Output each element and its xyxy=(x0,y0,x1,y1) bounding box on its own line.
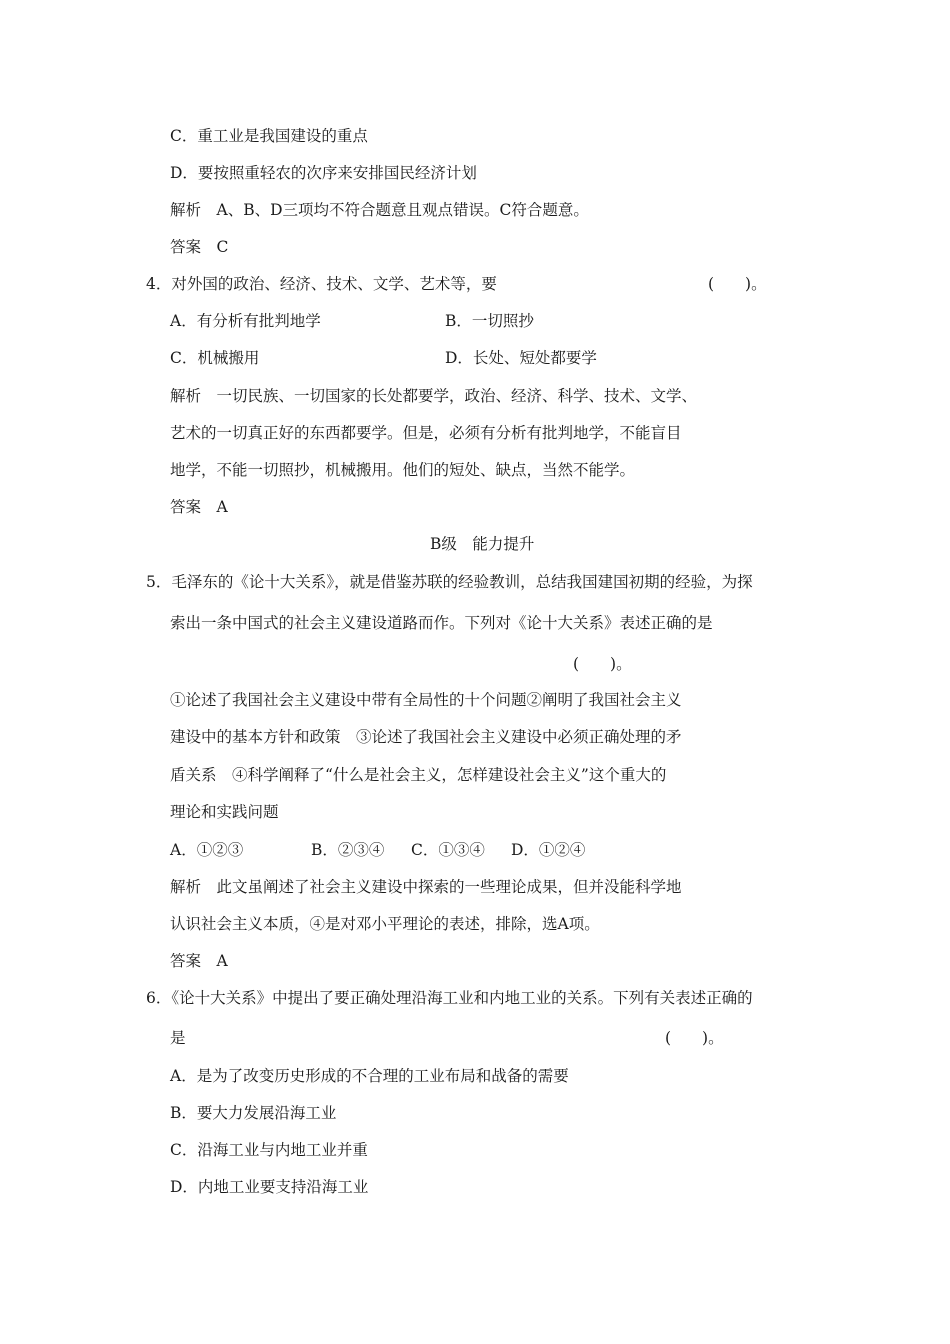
q4-answer-paren: ( )。 xyxy=(708,275,767,293)
q6-option-a: A．是为了改变历史形成的不合理的工业布局和战备的需要 xyxy=(170,1067,569,1085)
q3-analysis: 解析 A、B、D三项均不符合题意且观点错误。C符合题意。 xyxy=(170,201,589,219)
q5-option-d: D．①②④ xyxy=(511,841,586,859)
q4-option-c: C．机械搬用 xyxy=(170,349,260,367)
q5-item-line-1: ①论述了我国社会主义建设中带有全局性的十个问题②阐明了我国社会主义 xyxy=(170,691,682,709)
q5-answer: 答案 A xyxy=(170,952,228,970)
q5-option-a: A．①②③ xyxy=(170,841,244,859)
q4-option-b: B．一切照抄 xyxy=(445,312,534,330)
q5-option-c: C．①③④ xyxy=(411,841,485,859)
q5-item-line-3: 盾关系 ④科学阐释了“什么是社会主义，怎样建设社会主义”这个重大的 xyxy=(170,766,667,784)
q5-option-b: B．②③④ xyxy=(311,841,385,859)
q3-option-d: D．要按照重轻农的次序来安排国民经济计划 xyxy=(170,164,477,182)
q5-stem-line-1: 5．毛泽东的《论十大关系》，就是借鉴苏联的经验教训，总结我国建国初期的经验，为探 xyxy=(146,573,753,591)
q5-item-line-4: 理论和实践问题 xyxy=(170,803,279,821)
q4-stem: 4．对外国的政治、经济、技术、文学、艺术等，要 xyxy=(146,275,497,293)
q4-analysis-line-2: 艺术的一切真正好的东西都要学。但是，必须有分析有批判地学，不能盲目 xyxy=(170,424,682,442)
q5-analysis-line-1: 解析 此文虽阐述了社会主义建设中探索的一些理论成果，但并没能科学地 xyxy=(170,878,682,896)
section-b-title: B级 能力提升 xyxy=(430,535,535,553)
q5-analysis-line-2: 认识社会主义本质，④是对邓小平理论的表述，排除，选A项。 xyxy=(170,915,600,933)
q3-option-c: C．重工业是我国建设的重点 xyxy=(170,127,368,145)
q4-analysis-line-1: 解析 一切民族、一切国家的长处都要学，政治、经济、科学、技术、文学、 xyxy=(170,387,698,405)
q4-option-d: D．长处、短处都要学 xyxy=(445,349,597,367)
q5-item-line-2: 建设中的基本方针和政策 ③论述了我国社会主义建设中必须正确处理的矛 xyxy=(170,728,682,746)
q4-option-a: A．有分析有批判地学 xyxy=(170,312,321,330)
q6-stem-line-2: 是 xyxy=(170,1029,186,1047)
q3-answer: 答案 C xyxy=(170,238,229,256)
q5-stem-line-2: 索出一条中国式的社会主义建设道路而作。下列对《论十大关系》表述正确的是 xyxy=(170,614,713,632)
q4-answer: 答案 A xyxy=(170,498,228,516)
q6-stem-line-1: 6．《论十大关系》中提出了要正确处理沿海工业和内地工业的关系。下列有关表述正确的 xyxy=(146,989,753,1007)
q5-answer-paren: ( )。 xyxy=(573,655,632,673)
q6-option-b: B．要大力发展沿海工业 xyxy=(170,1104,337,1122)
q6-answer-paren: ( )。 xyxy=(665,1029,724,1047)
q6-option-c: C．沿海工业与内地工业并重 xyxy=(170,1141,368,1159)
q6-option-d: D．内地工业要支持沿海工业 xyxy=(170,1178,369,1196)
q4-analysis-line-3: 地学，不能一切照抄，机械搬用。他们的短处、缺点，当然不能学。 xyxy=(170,461,636,479)
